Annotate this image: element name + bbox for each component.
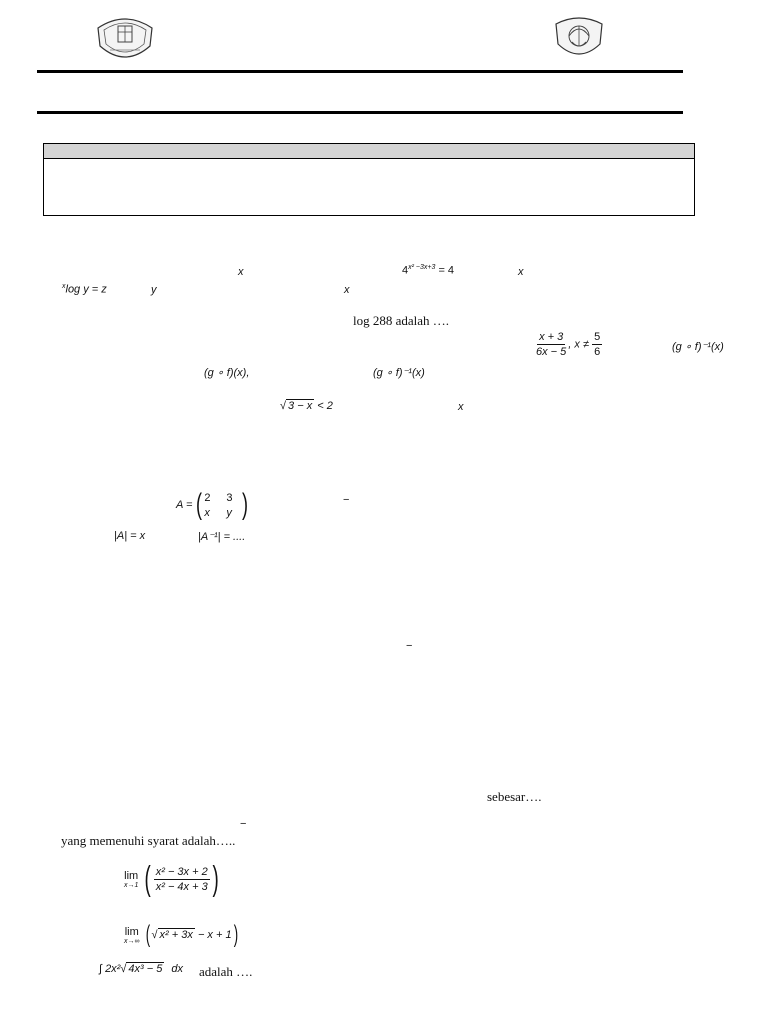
matrix-cell: 3 bbox=[226, 491, 233, 504]
header-rule-bottom bbox=[37, 111, 683, 114]
sqrt-inequality: √ 3 − x < 2 bbox=[280, 400, 333, 412]
var-x: x bbox=[344, 284, 350, 296]
condition: , x ≠ bbox=[568, 338, 589, 351]
condition-fraction bbox=[592, 330, 602, 359]
matrix-definition bbox=[176, 490, 250, 520]
matrix-cells bbox=[204, 492, 240, 519]
condition-numerator: 5 bbox=[594, 331, 601, 343]
school-logo bbox=[94, 12, 156, 64]
log-288-text: log 288 adalah …. bbox=[353, 313, 450, 328]
limit-operator bbox=[124, 870, 138, 889]
limit-word: lim bbox=[124, 869, 139, 882]
limit-fraction bbox=[154, 865, 210, 894]
instruction-box-header bbox=[44, 144, 694, 159]
dash: − bbox=[240, 818, 247, 830]
var-x: x bbox=[458, 401, 464, 413]
header-rule-top bbox=[37, 70, 683, 73]
instruction-box bbox=[43, 143, 695, 216]
integral-tail-text: adalah …. bbox=[199, 964, 253, 979]
sebesar-text: sebesar…. bbox=[487, 789, 542, 804]
log-expression bbox=[62, 283, 107, 296]
limit-numerator: x² − 3x + 2 bbox=[155, 865, 208, 878]
composition-inverse: (g ∘ f)⁻¹(x) bbox=[373, 367, 425, 379]
exponential-equation bbox=[402, 264, 454, 277]
matrix-cell: y bbox=[226, 506, 232, 519]
fraction bbox=[534, 330, 568, 359]
dash: − bbox=[406, 640, 413, 652]
fraction-numerator: x + 3 bbox=[539, 331, 564, 343]
matrix: A = ( 2 3 x y ) bbox=[176, 488, 249, 521]
var-y: y bbox=[151, 284, 157, 296]
function-definition bbox=[534, 330, 602, 359]
exp-base: 4 bbox=[402, 264, 409, 277]
fraction-denominator: 6x − 5 bbox=[536, 346, 567, 358]
limit-operator bbox=[124, 926, 140, 945]
composition: (g ∘ f)(x), bbox=[204, 367, 250, 379]
inequality: < 2 bbox=[317, 400, 333, 412]
var-x: x bbox=[518, 266, 524, 278]
tut-wuri-handayani-logo bbox=[552, 14, 606, 64]
integral-integrand: ∫ 2x² bbox=[99, 963, 121, 975]
exp-power: x² −3x+3 bbox=[408, 264, 436, 271]
syarat-text: yang memenuhi syarat adalah….. bbox=[61, 833, 236, 848]
limit-subscript: x→∞ bbox=[124, 937, 140, 945]
matrix-cell: 2 bbox=[204, 491, 211, 504]
dash: − bbox=[343, 494, 350, 506]
limit-expression-2: lim x→∞ ( √ x² + 3x − x + 1) bbox=[124, 921, 238, 948]
integral-dx: dx bbox=[171, 963, 184, 975]
limit-subscript: x→1 bbox=[124, 881, 139, 889]
sqrt-radicand: 3 − x bbox=[288, 400, 313, 412]
integral-radicand: 4x³ − 5 bbox=[128, 963, 163, 975]
var-x: x bbox=[238, 266, 244, 278]
matrix-label: A = bbox=[176, 499, 193, 511]
condition-denominator: 6 bbox=[594, 346, 601, 358]
integral-expression: ∫ 2x²√ 4x³ − 5 dx bbox=[99, 963, 184, 975]
limit-radicand: x² + 3x bbox=[159, 928, 193, 941]
limit-word: lim bbox=[124, 925, 139, 938]
limit-denominator: x² − 4x + 3 bbox=[155, 880, 208, 893]
log-body: log y = z bbox=[65, 283, 107, 296]
exp-rhs: = 4 bbox=[438, 264, 455, 277]
limit-rest: − x + 1 bbox=[197, 928, 232, 941]
log-base: x bbox=[62, 283, 66, 290]
determinant: |A| = x bbox=[114, 530, 146, 542]
limit-expression-1: lim x→1 ( $\frac{\text{x² − 3x + 2}}{\text{x² − 4x + 3}}$ ) bbox=[124, 860, 219, 898]
determinant-inverse: |A⁻¹| = .... bbox=[198, 531, 246, 543]
matrix-cell: x bbox=[204, 506, 210, 519]
composition-inverse: (g ∘ f)⁻¹(x) bbox=[672, 341, 724, 353]
